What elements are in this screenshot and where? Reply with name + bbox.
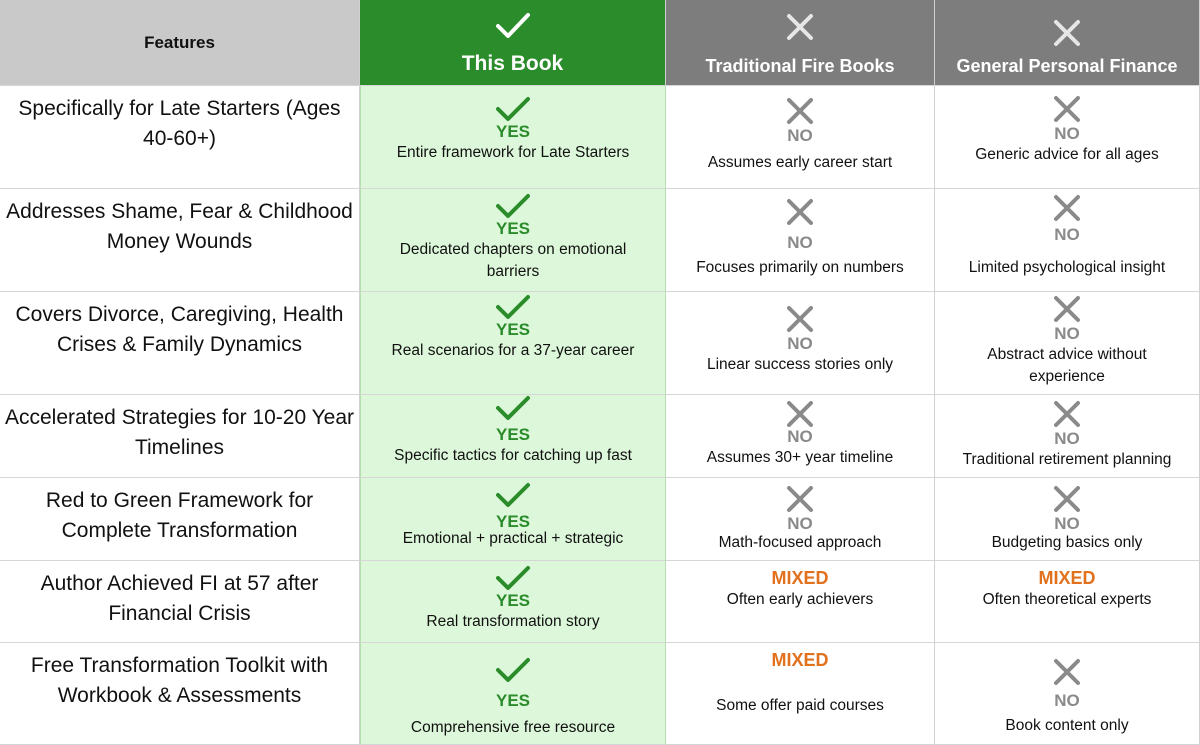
status-desc: Generic advice for all ages (975, 146, 1159, 163)
status-no: NO (1054, 429, 1080, 448)
feature-cell (0, 643, 360, 745)
book-cell (360, 86, 666, 189)
check-icon (495, 193, 531, 219)
status-desc: Math-focused approach (718, 534, 882, 551)
status-no: NO (787, 334, 813, 353)
traditional-cell (666, 478, 935, 561)
status-mixed: MIXED (771, 650, 829, 670)
status-no: NO (1054, 324, 1080, 343)
status-no: NO (1054, 691, 1080, 710)
status-no: NO (1054, 514, 1080, 533)
x-icon (1052, 657, 1082, 687)
x-icon (785, 304, 815, 334)
status-yes: YES (495, 320, 531, 339)
status-no: NO (1054, 225, 1080, 244)
status-yes: YES (495, 425, 531, 444)
general-cell (935, 643, 1200, 745)
feature-label: Covers Divorce, Caregiving, Health Crises & Family Dynamics (15, 303, 344, 356)
x-icon (1052, 484, 1082, 514)
feature-cell (0, 292, 360, 395)
feature-label: Author Achieved FI at 57 after Financial Crisis (40, 572, 319, 625)
header-general-label: General Personal Finance (956, 56, 1178, 76)
status-desc: Linear success stories only (706, 356, 894, 373)
x-icon (666, 12, 934, 42)
book-cell (360, 643, 666, 745)
traditional-cell (666, 643, 935, 745)
general-cell (935, 86, 1200, 189)
status-desc: Some offer paid courses (716, 697, 884, 714)
header-features-label: Features (144, 32, 215, 52)
traditional-cell (666, 561, 935, 643)
feature-cell (0, 561, 360, 643)
header-this-book (360, 0, 666, 86)
header-traditional (666, 0, 935, 86)
x-icon (785, 484, 815, 514)
traditional-cell (666, 86, 935, 189)
check-icon (495, 294, 531, 320)
status-yes: YES (495, 512, 531, 531)
status-yes: YES (495, 591, 531, 610)
x-icon (1052, 94, 1082, 124)
x-icon (1052, 193, 1082, 223)
check-icon (495, 482, 531, 508)
status-mixed: MIXED (1038, 568, 1096, 588)
check-icon (495, 657, 531, 683)
status-desc: Often theoretical experts (982, 591, 1152, 608)
status-yes: YES (495, 691, 531, 710)
status-desc: Real scenarios for a 37-year career (391, 342, 635, 359)
header-this-book-label: This Book (461, 52, 564, 75)
feature-label: Free Transformation Toolkit with Workbook & Assessments (30, 654, 329, 707)
status-no: NO (787, 514, 813, 533)
check-icon (495, 395, 531, 421)
status-yes: YES (495, 122, 531, 141)
status-desc: Limited psychological insight (968, 259, 1166, 276)
general-cell (935, 561, 1200, 643)
book-cell (360, 561, 666, 643)
header-traditional-label: Traditional Fire Books (705, 56, 895, 76)
feature-cell (0, 86, 360, 189)
general-cell (935, 292, 1200, 395)
feature-cell (0, 395, 360, 478)
header-features (0, 0, 360, 86)
book-cell (360, 478, 666, 561)
x-icon (935, 18, 1199, 48)
x-icon (1052, 399, 1082, 429)
status-desc: Often early achievers (726, 591, 874, 608)
book-cell (360, 395, 666, 478)
book-cell (360, 189, 666, 292)
status-desc: Entire framework for Late Starters (396, 144, 630, 161)
traditional-cell (666, 292, 935, 395)
status-desc: Comprehensive free resource (410, 719, 616, 736)
header-general (935, 0, 1200, 86)
feature-label: Accelerated Strategies for 10-20 Year Timelines (4, 406, 355, 459)
feature-cell (0, 478, 360, 561)
x-icon (785, 197, 815, 227)
status-desc: Focuses primarily on numbers (696, 259, 904, 276)
status-desc: Book content only (1005, 717, 1129, 734)
status-desc: Dedicated chapters on emotional barriers (399, 241, 627, 280)
status-desc: Traditional retirement planning (962, 451, 1172, 468)
status-mixed: MIXED (771, 568, 829, 588)
status-desc: Budgeting basics only (991, 534, 1143, 551)
check-icon (360, 12, 665, 40)
traditional-cell (666, 395, 935, 478)
status-desc: Assumes early career start (707, 154, 893, 171)
status-no: NO (787, 427, 813, 446)
status-desc: Real transformation story (426, 613, 600, 630)
feature-label: Red to Green Framework for Complete Transformation (45, 489, 314, 542)
book-cell (360, 292, 666, 395)
status-desc: Specific tactics for catching up fast (394, 447, 632, 464)
feature-label: Specifically for Late Starters (Ages 40-60+) (18, 97, 341, 150)
general-cell (935, 395, 1200, 478)
general-cell (935, 478, 1200, 561)
status-no: NO (787, 233, 813, 252)
check-icon (495, 565, 531, 591)
feature-cell (0, 189, 360, 292)
x-icon (1052, 294, 1082, 324)
x-icon (785, 401, 815, 427)
status-desc: Abstract advice without experience (987, 346, 1147, 385)
general-cell (935, 189, 1200, 292)
status-yes: YES (495, 219, 531, 238)
x-icon (785, 96, 815, 126)
feature-label: Addresses Shame, Fear & Childhood Money Wounds (6, 200, 353, 253)
status-no: NO (1054, 124, 1080, 143)
status-desc: Emotional + practical + strategic (402, 530, 624, 547)
traditional-cell (666, 189, 935, 292)
check-icon (495, 96, 531, 122)
status-no: NO (787, 126, 813, 145)
status-desc: Assumes 30+ year timeline (706, 449, 894, 466)
